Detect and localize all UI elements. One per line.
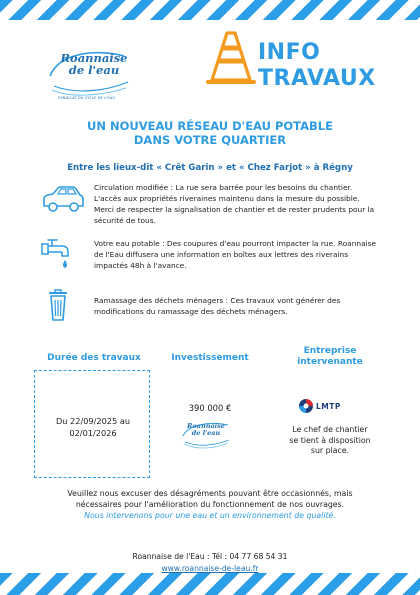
roannaise-mini-logo — [180, 420, 232, 454]
company-heading-line2: intervenante — [297, 357, 363, 367]
mini-logo-wordmark: Roannaise de l'eau — [187, 422, 225, 437]
impact-traffic — [40, 182, 380, 227]
page-title-line1: INFO — [258, 40, 321, 65]
location-subtitle: Entre les lieux-dit « Crêt Garin » et « Chez Farjot » à Régny — [67, 163, 353, 173]
bottom-hazard-stripe — [0, 573, 420, 595]
impact-waste — [40, 288, 380, 320]
headline-line1: UN NOUVEAU RÉSEAU D'EAU POTABLE — [87, 119, 333, 133]
duration-box — [34, 370, 150, 478]
lmtp-logo — [298, 398, 368, 416]
quality-commitment: Nous intervenons pour une eau et un environnement de qualité. — [84, 511, 336, 520]
company-heading-line1: Entreprise — [303, 346, 357, 356]
investment-amount: 390 000 € — [188, 403, 232, 413]
footer-contact: Roannaise de l'Eau : Tél : 04 77 68 54 31 — [132, 552, 288, 561]
impact-traffic-text: Circulation modifiée : La rue sera barrée pour les besoins du chantier. L'accès aux propriétés riveraines maintenu dans la mesure du possible. Merci de respecter la signalisation de chantier et de rester prudents pour la sécurité de tous. — [94, 183, 375, 225]
trash-bin-icon — [40, 288, 80, 326]
lmtp-emblem-icon — [298, 398, 314, 414]
apology-line2: nécessaires pour l'amélioration du fonctionnement de nos ouvrages. — [75, 500, 345, 509]
car-icon — [40, 182, 86, 220]
duration-heading: Durée des travaux — [47, 353, 141, 363]
company-heading — [270, 346, 390, 368]
logo-tagline: SYNDICAT DU CYCLE DE L'EAU — [58, 96, 116, 100]
water-tap-icon — [40, 236, 80, 278]
headline-line2: DANS VOTRE QUARTIER — [133, 133, 287, 147]
roannaise-logo — [44, 46, 134, 108]
lmtp-name: LMTP — [316, 402, 341, 411]
apology-line1: Veuillez nous excuser des désagréments pouvant être occasionnés, mais — [67, 489, 353, 498]
investment-heading: Investissement — [171, 353, 249, 363]
company-note: Le chef de chantier se tient à disposition sur place. — [289, 425, 371, 455]
impact-water — [40, 236, 380, 274]
logo-wordmark: Roannaise de l'eau — [60, 51, 128, 77]
apology-text — [20, 488, 400, 521]
impact-water-text: Votre eau potable : Des coupures d'eau pourront impacter la rue. Roannaise de l'Eau diffusera une information en boîtes aux lettres des riverains impactés 48h à l'avance. — [94, 239, 377, 270]
page-title-line2: TRAVAUX — [258, 66, 376, 91]
impact-waste-text: Ramassage des déchets ménagers : Ces travaux vont générer des modifications du ramassage des déchets ménagers. — [94, 296, 341, 316]
footer-website-link[interactable]: www.roannaise-de-leau.fr — [161, 564, 259, 573]
duration-dates: Du 22/09/2025 au 02/01/2026 — [55, 416, 131, 438]
top-hazard-stripe — [0, 0, 420, 20]
traffic-cone-icon — [206, 30, 256, 88]
